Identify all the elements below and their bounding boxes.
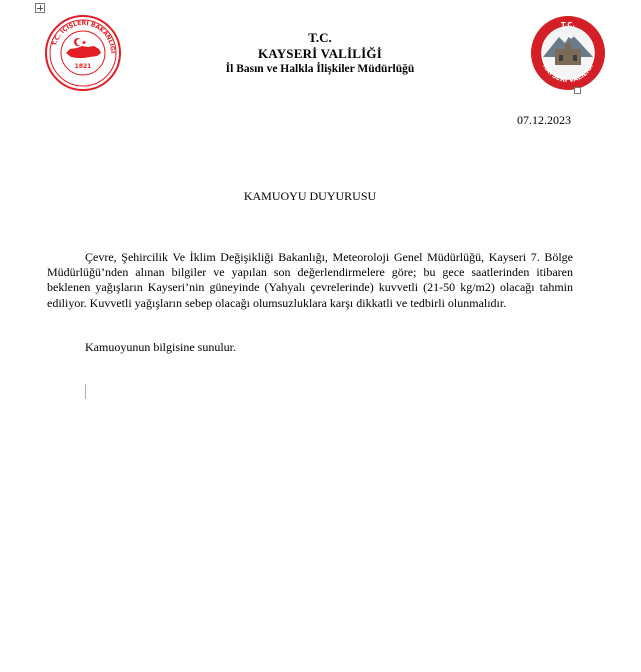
kayseri-governorship-logo[interactable] (529, 13, 607, 93)
document-date: 07.12.2023 (517, 113, 571, 127)
header-department: İl Basın ve Halkla İlişkiler Müdürlüğü (225, 63, 415, 75)
closing-line: Kamuoyunun bilgisine sunulur. (85, 340, 236, 354)
emblem-bottom-text: KAYSERİ VALİLİĞİ (541, 62, 595, 85)
image-resize-handle-icon[interactable] (574, 87, 581, 94)
header-governorship: KAYSERİ VALİLİĞİ (258, 46, 382, 61)
emblem-top-text: T.C. (560, 21, 576, 29)
seal-ring-text: T.C. İÇİŞLERİ BAKANLIĞI (51, 19, 117, 54)
announcement-paragraph: Çevre, Şehircilik Ve İklim Değişikliği Bakanlığı, Meteoroloji Genel Müdürlüğü, Kayseri 7. Bölge Müdürlüğü’nden alınan bilgiler ve yapılan son değerlendirmelere göre; bu gece saatlerinden itibaren beklenen yağışların Kayseri’nin güneyinde (Yahyalı çevrelerinde) kuvvetli (21-50 kg/m2) olacağı tahmin ediliyor. Kuvvetli yağışların sebep olacağı olumsuzluklara karşı dikkatli ve tedbirli olunmalıdır. (47, 250, 573, 310)
kayseri-governorship-emblem-icon (529, 13, 607, 93)
text-cursor[interactable] (85, 384, 86, 399)
ministry-seal-logo (44, 14, 122, 92)
seal-year: 1821 (74, 63, 92, 70)
document-title: KAMUOYU DUYURUSU (243, 189, 377, 203)
ministry-of-interior-seal-icon (44, 14, 122, 92)
table-move-handle-icon[interactable] (35, 3, 45, 13)
header-tc: T.C. (308, 30, 332, 45)
